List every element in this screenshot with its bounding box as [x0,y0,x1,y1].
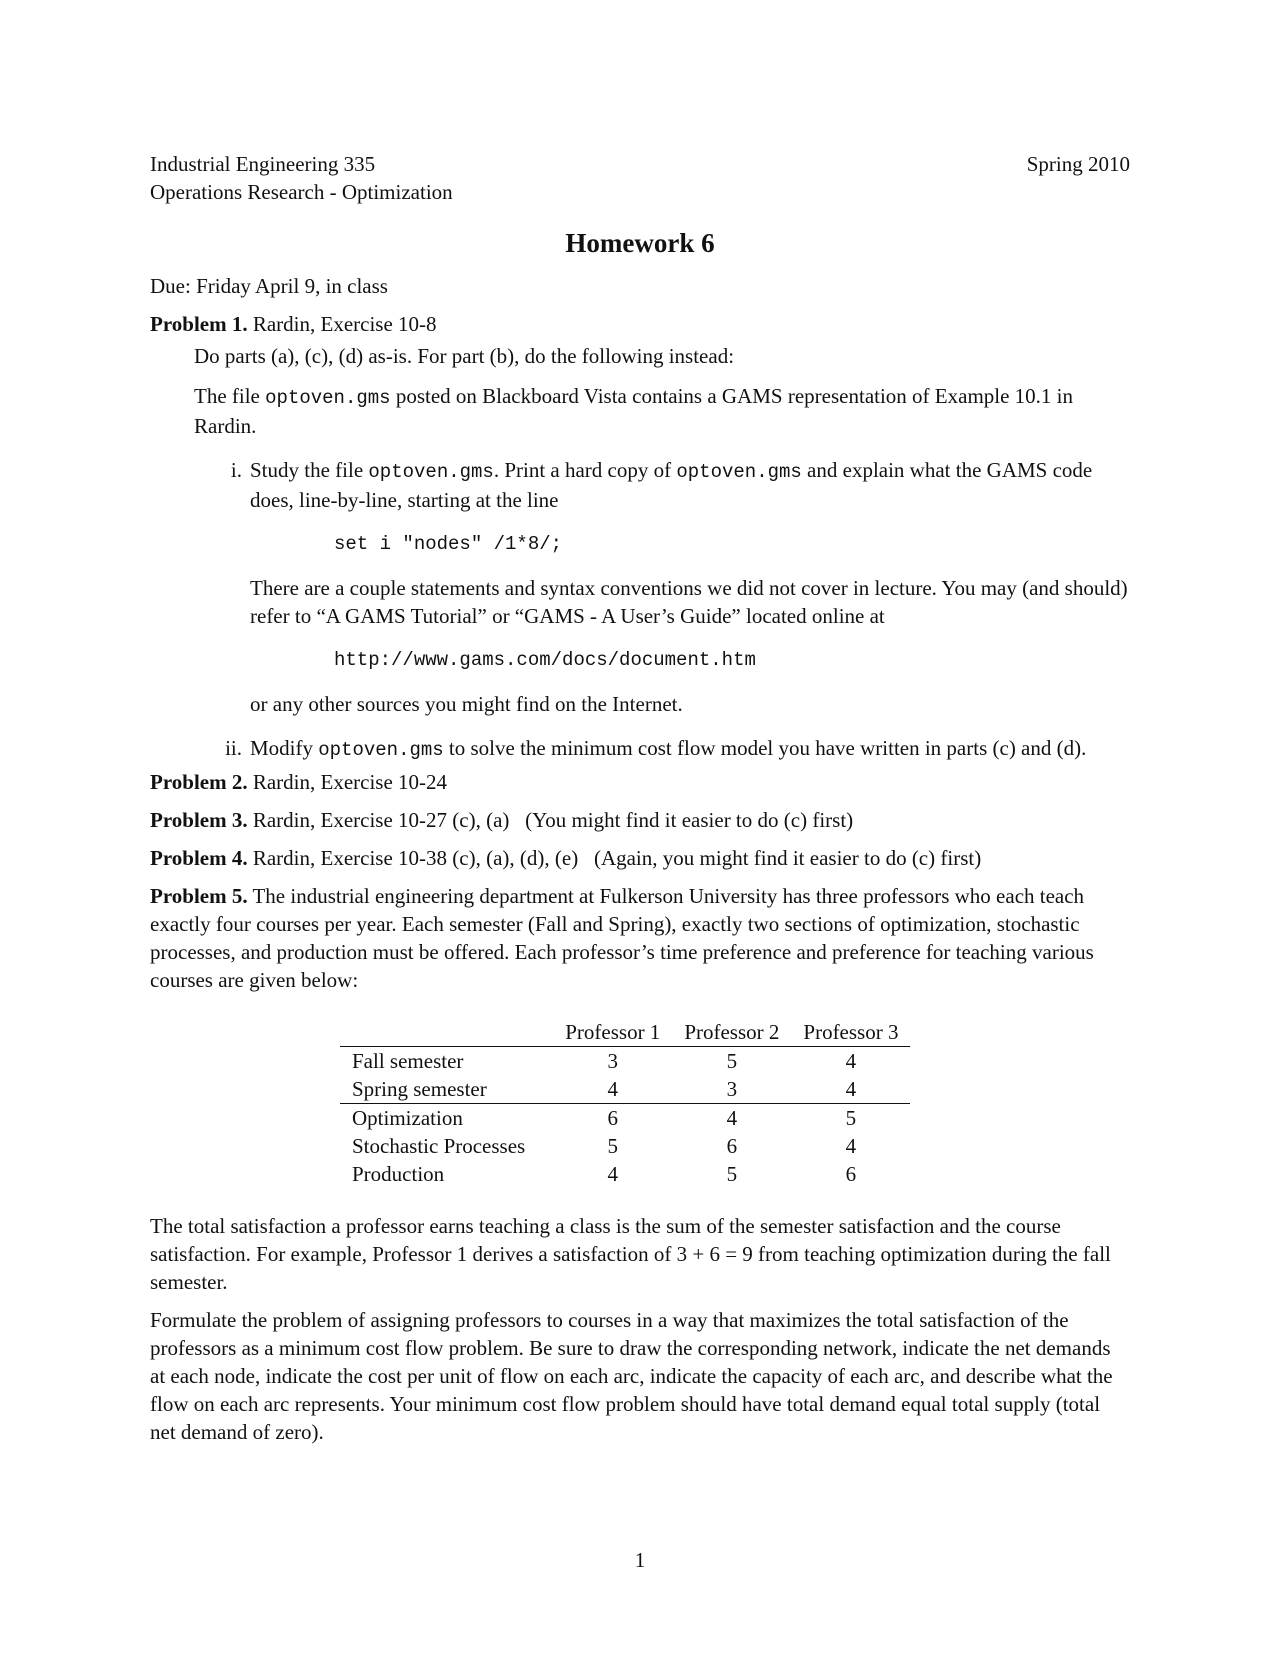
problem-4-text: Rardin, Exercise 10-38 (c), (a), (d), (e) (Again, you might find it easier to do (c) first) [252,846,982,870]
item-i-closing: or any other sources you might find on the Internet. [250,692,683,716]
course-subtitle: Operations Research - Optimization [150,180,453,204]
term: Spring 2010 [1026,152,1130,176]
problem-4 [150,844,1130,872]
page-title: Homework 6 [565,228,715,258]
row-label: Production [352,1162,445,1186]
text-span: posted on Blackboard Vista contains a GAMS representation of Example 10.1 in Rardin. [194,384,1074,438]
table-row [340,1160,910,1188]
document-header [150,150,1130,206]
table-cell: 3 [553,1047,672,1076]
file-name: optoven.gms [318,739,444,761]
file-name: optoven.gms [265,387,391,409]
table-cell: 5 [607,1134,619,1158]
text-span: Modify [250,736,319,760]
course-info [150,150,453,206]
gams-docs-url: http://www.gams.com/docs/document.htm [334,649,756,671]
problem-1-intro: Do parts (a), (c), (d) as-is. For part (b), do the following instead: [194,344,735,368]
page-number: 1 [634,1548,646,1572]
table-cell: 5 [672,1047,791,1076]
row-label: Fall semester [340,1047,553,1076]
column-header: Professor 2 [684,1020,780,1044]
course-name: Industrial Engineering 335 [150,152,376,176]
problem-2 [150,768,1130,796]
table-row [340,1047,910,1076]
item-i-text [250,456,1130,514]
table-cell: 4 [607,1077,619,1101]
table-row [340,1132,910,1160]
code-line: set i "nodes" /1*8/; [334,533,563,555]
problem-1-label: Problem 1. [150,312,248,336]
table-cell: 4 [845,1134,857,1158]
table-cell: 4 [791,1047,910,1076]
problem-3 [150,806,1130,834]
table-cell: 6 [845,1162,857,1186]
table-cell: 6 [553,1104,672,1133]
table-cell: 4 [607,1162,619,1186]
problem-1-item-i [230,456,1130,718]
row-label: Spring semester [352,1077,487,1101]
problem-1-heading [150,310,1130,338]
problem-5-text: The industrial engineering department at Fulkerson University has three professors who each teach exactly four courses per year. Each semester (Fall and Spring), exactly two sections of optimization, stochastic processes, and production must be offered. Each professor’s time preference and preference for teaching various courses are given below: [150,884,1094,992]
file-name: optoven.gms [368,461,494,483]
column-header: Professor 1 [565,1020,661,1044]
problem-5-label: Problem 5. [150,884,248,908]
table-cell: 3 [726,1077,738,1101]
problem-3-label: Problem 3. [150,808,248,832]
text-span: Study the file [250,458,369,482]
preference-table [340,1018,910,1188]
item-number: ii. [225,736,242,760]
table-corner [340,1018,553,1047]
problem-3-text: Rardin, Exercise 10-27 (c), (a) (You might find it easier to do (c) first) [252,808,854,832]
row-label: Stochastic Processes [352,1134,526,1158]
text-span: The file [194,384,266,408]
table-cell: 4 [845,1077,857,1101]
table-row [340,1075,910,1104]
problem-2-label: Problem 2. [150,770,248,794]
problem-5-paragraph-3: Formulate the problem of assigning professors to courses in a way that maximizes the total satisfaction of the professors as a minimum cost flow problem. Be sure to draw the corresponding network, indicate the net demands at each node, indicate the cost per unit of flow on each arc, indicate the capacity of each arc, and describe what the flow on each arc represents. Your minimum cost flow problem should have total demand equal total supply (total net demand of zero). [150,1308,1113,1444]
table-cell: 5 [791,1104,910,1133]
problem-5-paragraph-2: The total satisfaction a professor earns teaching a class is the sum of the semester satisfaction and the course satisfaction. For example, Professor 1 derives a satisfaction of 3 + 6 = 9 from teaching optimization during the fall semester. [150,1214,1111,1294]
problem-1-text: Rardin, Exercise 10-8 [252,312,437,336]
item-ii-text [250,734,1130,764]
row-label: Optimization [340,1104,553,1133]
table-row [340,1104,910,1133]
column-header: Professor 3 [803,1020,899,1044]
problem-1-file-paragraph [194,382,1130,440]
due-date: Due: Friday April 9, in class [150,274,388,298]
table-cell: 4 [672,1104,791,1133]
file-name: optoven.gms [676,461,802,483]
table-header-row [340,1018,910,1047]
text-span: to solve the minimum cost flow model you have written in parts (c) and (d). [443,736,1087,760]
item-number: i. [230,458,242,482]
problem-1-item-ii [225,734,1130,764]
problem-4-label: Problem 4. [150,846,248,870]
problem-5 [150,882,1130,994]
table-cell: 5 [726,1162,738,1186]
text-span: and explain what the GAMS code does, line-by-line, starting at the line [250,458,1093,512]
table-cell: 6 [726,1134,738,1158]
document-page [150,150,1130,1446]
text-span: . Print a hard copy of [493,458,677,482]
item-i-note: There are a couple statements and syntax conventions we did not cover in lecture. You may (and should) refer to “A GAMS Tutorial” or “GAMS - A User’s Guide” located online at [250,576,1128,628]
problem-2-text: Rardin, Exercise 10-24 [252,770,448,794]
